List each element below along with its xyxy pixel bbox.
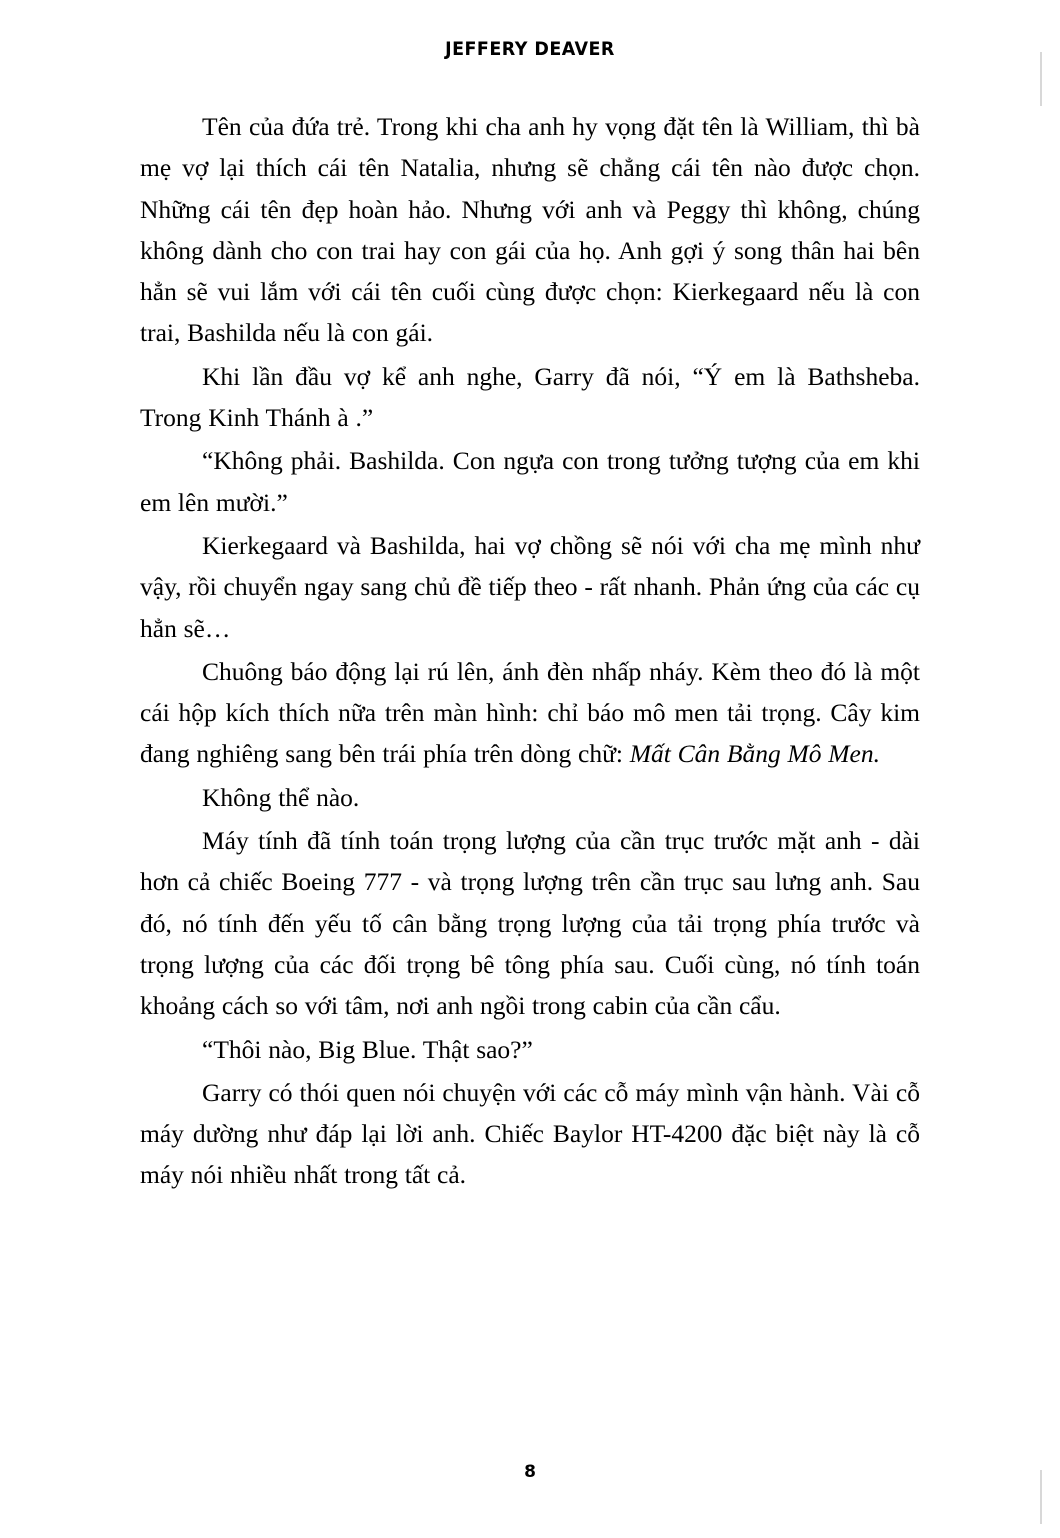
page-edge-mark-top: [1040, 52, 1042, 106]
running-head: JEFFERY DEAVER: [445, 38, 615, 60]
paragraph: Khi lần đầu vợ kể anh nghe, Garry đã nói, “Ý em là Bathsheba. Trong Kinh Thánh à .”: [140, 361, 920, 433]
paragraph: Tên của đứa trẻ. Trong khi cha anh hy vọng đặt tên là William, thì bà mẹ vợ lại thích cái tên Natalia, nhưng sẽ chẳng cái tên nào được chọn. Những cái tên đẹp hoàn hảo. Nhưng với anh và Peggy thì không, chúng không dành cho con trai hay con gái của họ. Anh gợi ý song thân hai bên hẳn sẽ vui lắm với cái tên cuối cùng được chọn: Kierkegaard nếu là con trai, Bashilda nếu là con gái.: [140, 112, 920, 348]
paragraph: Máy tính đã tính toán trọng lượng của cần trục trước mặt anh - dài hơn cả chiếc Boeing 777 - và trọng lượng trên cần trục sau lưng anh. Sau đó, nó tính đến yếu tố cân bằng trọng lượng của tải trọng phía trước và trọng lượng của các đối trọng bê tông phía sau. Cuối cùng, nó tính toán khoảng cách so với tâm, nơi anh ngồi trong cabin của cần cẩu.: [140, 826, 920, 1021]
paragraph-with-italic: [140, 651, 920, 775]
page-number: 8: [524, 1462, 536, 1482]
paragraph: “Không phải. Bashilda. Con ngựa con trong tưởng tượng của em khi em lên mười.”: [140, 446, 920, 517]
paragraph: Không thể nào.: [202, 782, 360, 812]
book-page: [0, 38, 1060, 1538]
italic-phrase: Mất Cân Bằng Mô Men.: [629, 739, 880, 769]
paragraph: Kierkegaard và Bashilda, hai vợ chồng sẽ nói với cha mẹ mình như vậy, rồi chuyển ngay sang chủ đề tiếp theo - rất nhanh. Phản ứng của các cụ hẳn sẽ…: [140, 530, 920, 643]
paragraph: Garry có thói quen nói chuyện với các cỗ máy mình vận hành. Vài cỗ máy dường như đáp lại lời anh. Chiếc Baylor HT-4200 đặc biệt này là cỗ máy nói nhiều nhất trong tất cả.: [140, 1077, 920, 1190]
paragraph-text: Chuông báo động lại rú lên, ánh đèn nhấp nháy. Kèm theo đó là một cái hộp kích thích nữa trên màn hình: chỉ báo mô men tải trọng. Cây kim đang nghiêng sang bên trái phía trên dòng chữ:: [140, 656, 920, 769]
paragraph: “Thôi nào, Big Blue. Thật sao?”: [202, 1034, 533, 1064]
body-text: [140, 60, 920, 1196]
